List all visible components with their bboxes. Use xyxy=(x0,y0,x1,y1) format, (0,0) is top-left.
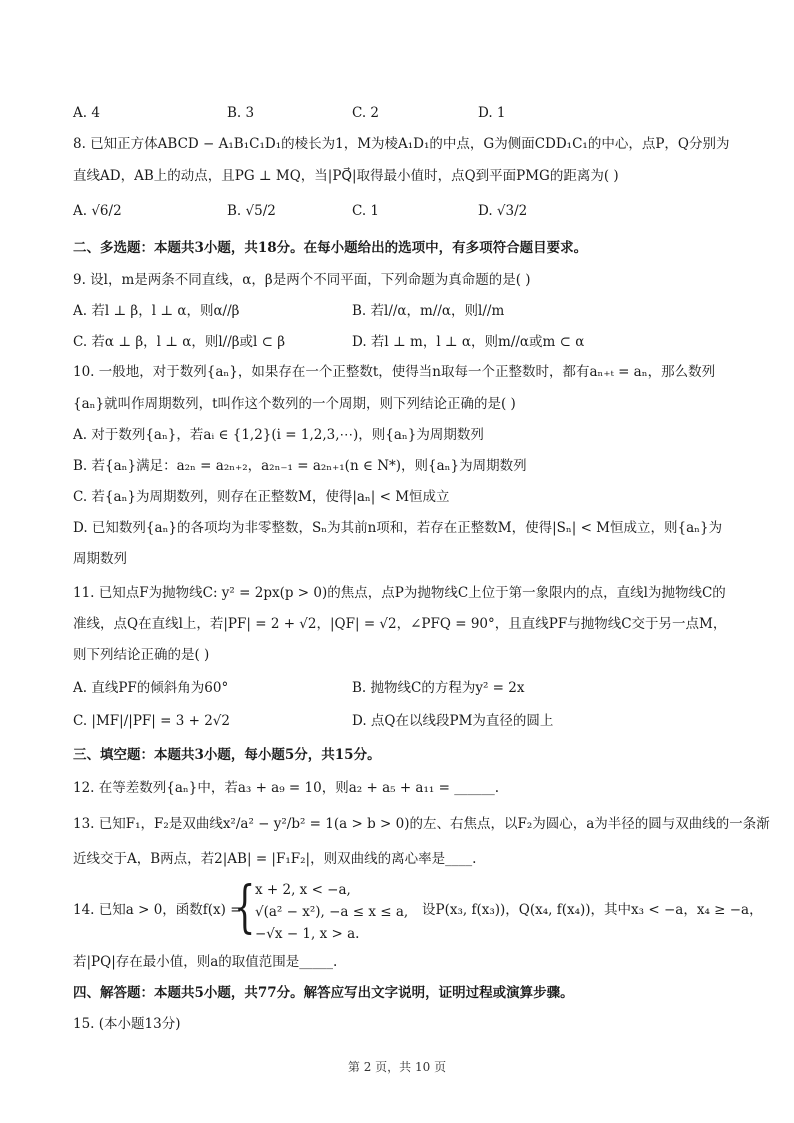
q14-stem-suffix: 设P(x₃, f(x₃))，Q(x₄, f(x₄))，其中x₃ < −a，x₄ ≥ −a， xyxy=(422,902,763,918)
q9-stem: 9. 设l，m是两条不同直线，α，β是两个不同平面，下列命题为真命题的是( ) xyxy=(73,272,531,288)
q11-stem-line1: 11. 已知点F为抛物线C: y² = 2px(p > 0)的焦点，点P为抛物线C上位于第一象限内的点，直线l为抛物线C的 xyxy=(73,585,726,601)
q15-stem: 15. (本小题13分) xyxy=(73,1016,181,1032)
q10-option-d-line1: D. 已知数列{aₙ}的各项均为非零整数，Sₙ为其前n项和，若存在正整数M，使得|Sₙ| < M恒成立，则{aₙ}为 xyxy=(73,520,723,536)
q10-stem-line1: 10. 一般地，对于数列{aₙ}，如果存在一个正整数t，使得当n取每一个正整数时，都有aₙ₊ₜ = aₙ，那么数列 xyxy=(73,364,716,380)
q7-option-d: D. 1 xyxy=(478,105,506,121)
q11-option-d: D. 点Q在以线段PM为直径的圆上 xyxy=(352,713,554,729)
q9-option-b: B. 若l//α，m//α，则l//m xyxy=(352,303,505,319)
q11-option-b: B. 抛物线C的方程为y² = 2x xyxy=(352,680,525,696)
q9-option-d: D. 若l ⊥ m，l ⊥ α，则m//α或m ⊂ α xyxy=(352,334,585,350)
q14-case-1: x + 2, x < −a, xyxy=(255,882,351,898)
section-4-heading: 四、解答题：本题共5小题，共77分。解答应写出文字说明，证明过程或演算步骤。 xyxy=(73,985,574,1001)
q11-stem-line2: 准线，点Q在直线l上，若|PF| = 2 + √2，|QF| = √2，∠PFQ = 90°，且直线PF与抛物线C交于另一点M， xyxy=(73,616,727,632)
q12-stem: 12. 在等差数列{aₙ}中，若a₃ + a₉ = 10，则a₂ + a₅ + a₁₁ = ______. xyxy=(73,780,499,796)
section-3-heading: 三、填空题：本题共3小题，每小题5分，共15分。 xyxy=(73,747,381,763)
q8-option-d: D. √3/2 xyxy=(478,203,528,219)
q9-option-c: C. 若α ⊥ β，l ⊥ α，则l//β或l ⊂ β xyxy=(73,334,286,350)
q14-case-2: √(a² − x²), −a ≤ x ≤ a, xyxy=(255,904,409,920)
q11-option-a: A. 直线PF的倾斜角为60° xyxy=(73,680,229,696)
q10-stem-line2: {aₙ}就叫作周期数列，t叫作这个数列的一个周期，则下列结论正确的是( ) xyxy=(73,396,516,412)
q11-option-c: C. |MF|/|PF| = 3 + 2√2 xyxy=(73,713,230,729)
q7-option-a: A. 4 xyxy=(73,105,100,121)
q13-stem-line2: 近线交于A，B两点，若2|AB| = |F₁F₂|，则双曲线的离心率是____. xyxy=(73,851,477,867)
q11-stem-line3: 则下列结论正确的是( ) xyxy=(73,647,210,663)
q8-option-a: A. √6/2 xyxy=(73,203,122,219)
q10-option-d-line2: 周期数列 xyxy=(73,551,127,567)
q7-option-c: C. 2 xyxy=(352,105,380,121)
q10-option-a: A. 对于数列{aₙ}，若aᵢ ∈ {1,2}(i = 1,2,3,⋯)，则{aₙ}为周期数列 xyxy=(73,427,484,443)
q14-case-3: −√x − 1, x > a. xyxy=(255,926,360,942)
q8-option-c: C. 1 xyxy=(352,203,380,219)
q8-option-b: B. √5/2 xyxy=(227,203,276,219)
q14-brace: { xyxy=(234,875,256,940)
section-2-heading: 二、多选题：本题共3小题，共18分。在每小题给出的选项中，有多项符合题目要求。 xyxy=(73,240,588,256)
q8-stem-line2: 直线AD，AB上的动点，且PG ⊥ MQ，当|PQ⃗|取得最小值时，点Q到平面PMG的距离为( ) xyxy=(73,168,619,184)
page-footer: 第 2 页，共 10 页 xyxy=(347,1060,447,1074)
q10-option-c: C. 若{aₙ}为周期数列，则存在正整数M，使得|aₙ| < M恒成立 xyxy=(73,489,450,505)
q10-option-b: B. 若{aₙ}满足：a₂ₙ = a₂ₙ₊₂，a₂ₙ₋₁ = a₂ₙ₊₁(n ∈ N*)，则{aₙ}为周期数列 xyxy=(73,458,527,474)
q14-stem-line2: 若|PQ|存在最小值，则a的取值范围是_____. xyxy=(73,954,338,970)
q7-option-b: B. 3 xyxy=(227,105,255,121)
q8-stem-line1: 8. 已知正方体ABCD − A₁B₁C₁D₁的棱长为1，M为棱A₁D₁的中点，G为侧面CDD₁C₁的中心，点P，Q分别为 xyxy=(73,136,730,152)
q9-option-a: A. 若l ⊥ β，l ⊥ α，则α//β xyxy=(73,303,240,319)
q13-stem-line1: 13. 已知F₁，F₂是双曲线x²/a² − y²/b² = 1(a > b > 0)的左、右焦点，以F₂为圆心，a为半径的圆与双曲线的一条渐 xyxy=(73,816,770,832)
q14-stem-prefix: 14. 已知a > 0，函数f(x) = xyxy=(73,902,242,918)
